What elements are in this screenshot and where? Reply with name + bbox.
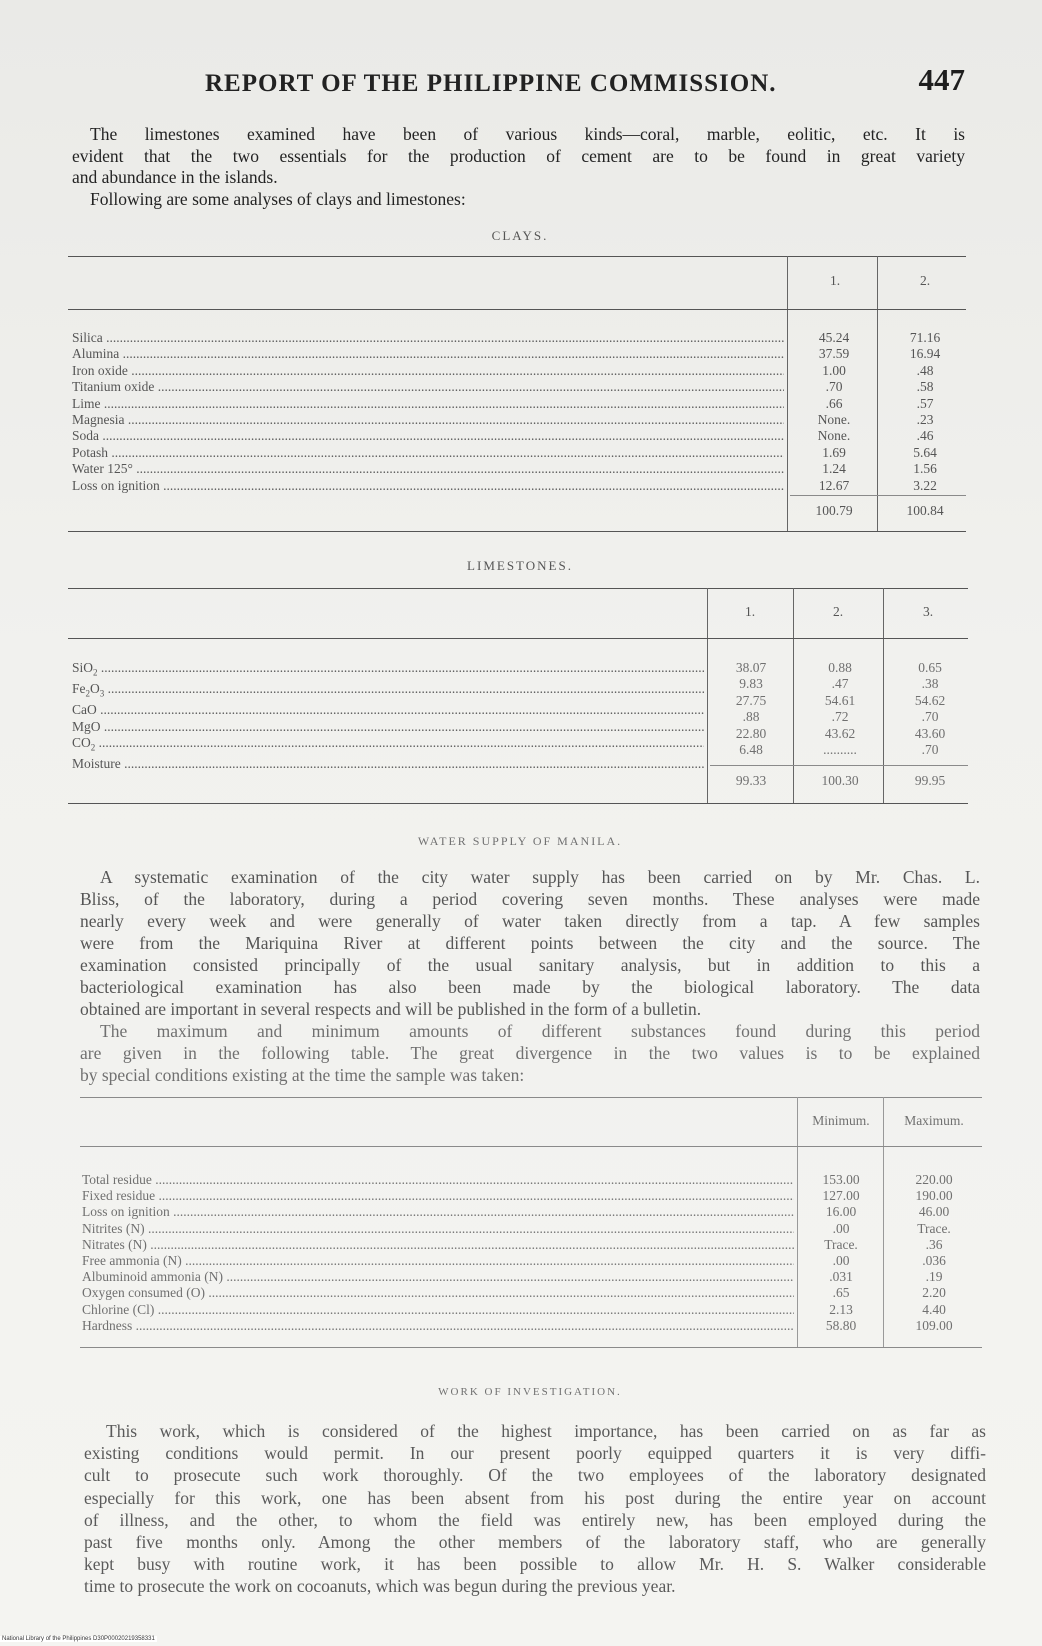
clays-values-col-2	[885, 330, 965, 494]
clays-row-label: Potash .....	[72, 445, 784, 461]
limestones-value: 43.62	[824, 725, 856, 741]
clays-value: .46	[916, 428, 934, 444]
clays-divider-2	[877, 256, 878, 531]
page-header	[205, 62, 965, 102]
clays-total-2: 100.84	[906, 503, 944, 518]
clays-value: 16.94	[909, 346, 941, 362]
water-col-min: Minimum.	[812, 1113, 870, 1128]
clays-value: 1.56	[913, 461, 937, 477]
limestones-value: .47	[831, 676, 849, 692]
water-table-bottom-rule	[80, 1347, 982, 1348]
water-row-label: Total residue .....	[82, 1172, 794, 1188]
clays-row-label: Lime .....	[72, 396, 784, 412]
limestones-col-1: 1.	[744, 604, 756, 619]
limestones-labels	[72, 660, 704, 773]
limestones-col-2: 2.	[832, 604, 844, 619]
clays-row-label: Iron oxide .....	[72, 363, 784, 379]
investigation-line: of illness, and the other, to whom the field was entirely new, has been employed during the	[84, 1509, 986, 1530]
limestones-divider-1	[707, 588, 708, 803]
water-min-value: .00	[832, 1220, 850, 1236]
water-row-label: Oxygen consumed (O) .....	[82, 1285, 794, 1301]
limestones-header-rule	[68, 638, 968, 639]
limestones-row-label	[72, 660, 704, 681]
limestones-value: 9.83	[739, 676, 763, 692]
water-max-value: 220.00	[915, 1172, 953, 1187]
water-line: are given in the following table. The great divergence in the two values is to be explained	[80, 1043, 980, 1063]
limestones-total-3: 99.95	[914, 773, 946, 788]
water-line: were from the Mariquina River at different points between the city and the source. The	[80, 933, 980, 953]
limestones-top-rule	[68, 588, 968, 589]
investigation-paragraph	[84, 1420, 986, 1598]
page-number: 447	[918, 62, 965, 97]
investigation-line: cult to prosecute such work thoroughly. Of the two employees of the laboratory designated	[84, 1465, 986, 1486]
investigation-line: past five months only. Among the other members of the laboratory staff, who are generally	[84, 1532, 986, 1553]
limestones-row-label: CaO .....	[72, 702, 704, 718]
intro-line: evident that the two essentials for the production of cement are to be found in great variety	[72, 145, 965, 166]
clays-divider-1	[787, 256, 788, 531]
limestones-sum-rule	[710, 765, 968, 766]
clays-col-1: 1.	[829, 273, 841, 288]
limestones-bottom-rule	[68, 803, 968, 804]
investigation-line: existing conditions would permit. In our present poorly equipped quarters it is very diffi-	[84, 1443, 986, 1464]
clays-caption: CLAYS.	[491, 228, 549, 243]
limestones-row-label	[72, 681, 704, 702]
limestones-value: .70	[921, 742, 939, 758]
clays-row-label: Alumina .....	[72, 346, 784, 362]
water-line: bacteriological examination has also been made by the biological laboratory. The data	[80, 977, 980, 997]
investigation-line: especially for this work, one has been absent from his post during the entire year on account	[84, 1487, 986, 1508]
investigation-line: This work, which is considered of the highest importance, has been carried on as far as	[106, 1421, 986, 1441]
limestones-value: 6.48	[739, 742, 763, 758]
water-min-value: 153.00	[822, 1172, 860, 1187]
water-row-label: Nitrates (N) .....	[82, 1237, 794, 1253]
limestones-value: 0.65	[918, 660, 942, 675]
clays-row-label: Loss on ignition .....	[72, 478, 784, 494]
clays-value: 3.22	[913, 477, 937, 493]
water-line: Bliss, of the laboratory, during a period covering seven months. These analyses were made	[80, 889, 980, 909]
formula-text: SiO	[72, 660, 94, 675]
water-max-value: 46.00	[918, 1204, 950, 1220]
clays-row-label: Water 125° .....	[72, 461, 784, 477]
water-min-value: .00	[832, 1253, 850, 1269]
limestones-values-col-3	[890, 660, 970, 758]
water-line: examination consisted principally of the usual sanitary analysis, but in addition to this a	[80, 955, 980, 975]
clays-row-label: Soda .....	[72, 428, 784, 444]
limestones-values-col-2	[800, 660, 880, 758]
clays-value: 1.00	[822, 362, 846, 378]
formula-text: Fe	[72, 681, 86, 697]
limestones-value: .38	[921, 676, 939, 692]
water-row-label: Loss on ignition .....	[82, 1204, 794, 1220]
intro-line: and abundance in the islands.	[72, 167, 278, 187]
limestones-values-col-1	[712, 660, 790, 758]
water-min-value: 58.80	[825, 1317, 857, 1333]
limestones-value: 38.07	[735, 660, 767, 675]
clays-header-rule	[68, 309, 966, 310]
formula-subscript: 2	[93, 667, 98, 678]
water-header-rule	[80, 1146, 982, 1147]
limestones-total-2: 100.30	[821, 773, 859, 788]
water-caption: WATER SUPPLY OF MANILA.	[417, 834, 623, 848]
water-values-min	[800, 1172, 882, 1334]
investigation-line: kept busy with routine work, it has been possible to allow Mr. H. S. Walker considerable	[84, 1554, 986, 1575]
water-max-value: 2.20	[922, 1285, 946, 1301]
water-row-label: Hardness .....	[82, 1318, 794, 1334]
water-min-value: .031	[829, 1269, 853, 1285]
clays-value: None.	[817, 412, 851, 428]
clays-value: 12.67	[818, 477, 850, 493]
limestones-value: 54.61	[824, 692, 856, 708]
water-divider-1	[797, 1097, 798, 1347]
water-max-value: Trace.	[917, 1220, 951, 1236]
water-row-label: Nitrites (N) .....	[82, 1221, 794, 1237]
limestones-divider-2	[793, 588, 794, 803]
water-max-value: .036	[922, 1253, 946, 1269]
water-max-value: .19	[925, 1269, 943, 1285]
water-col-max: Maximum.	[904, 1113, 964, 1128]
clays-value: None.	[817, 428, 851, 444]
formula-text: CO	[72, 735, 91, 750]
clays-labels	[72, 330, 784, 494]
clays-bottom-rule	[68, 531, 966, 532]
limestones-value: .88	[742, 709, 760, 725]
clays-value: 5.64	[913, 444, 937, 460]
water-table-top-rule	[80, 1097, 982, 1098]
intro-following: Following are some analyses of clays and limestones:	[90, 188, 466, 209]
clays-value: .48	[916, 362, 934, 378]
water-min-value: .65	[832, 1285, 850, 1301]
water-line: nearly every week and were generally of water taken directly from a tap. A few samples	[80, 911, 980, 931]
limestones-value: 54.62	[914, 692, 946, 708]
clays-top-rule	[68, 256, 966, 257]
formula-subscript: 2	[85, 688, 90, 699]
clays-value: 37.59	[818, 346, 850, 362]
formula-subscript: 2	[90, 742, 96, 753]
clays-col-2: 2.	[919, 273, 931, 288]
limestones-value: 43.60	[914, 725, 946, 741]
limestones-col-3: 3.	[922, 604, 934, 619]
clays-value: 71.16	[909, 330, 941, 345]
limestones-total-1: 99.33	[735, 773, 767, 788]
water-line: The maximum and minimum amounts of different substances found during this period	[100, 1021, 980, 1041]
clays-row-label: Magnesia .....	[72, 412, 784, 428]
clays-sum-rule	[790, 495, 966, 496]
intro-paragraph	[72, 124, 965, 210]
clays-value: 1.24	[822, 461, 846, 477]
water-max-value: .36	[925, 1236, 943, 1252]
water-values-max	[886, 1172, 982, 1334]
water-max-value: 190.00	[915, 1188, 953, 1204]
water-row-label: Albuminoid ammonia (N) .....	[82, 1269, 794, 1285]
water-line: obtained are important in several respects and will be published in the form of a bulletin.	[80, 999, 702, 1019]
investigation-caption: WORK OF INVESTIGATION.	[438, 1386, 622, 1398]
limestones-row-label: MgO .....	[72, 719, 704, 735]
water-paragraph-1	[80, 866, 980, 1020]
water-max-value: 4.40	[922, 1301, 946, 1317]
formula-text: O	[90, 681, 100, 697]
limestones-value: ..........	[823, 742, 857, 758]
clays-values-col-1	[795, 330, 873, 494]
clays-value: 1.69	[822, 444, 846, 460]
water-min-value: 127.00	[822, 1188, 860, 1204]
clays-value: .23	[916, 412, 934, 428]
limestones-value: 0.88	[828, 660, 852, 675]
formula-subscript: 3	[99, 688, 105, 699]
water-row-label: Chlorine (Cl) .....	[82, 1302, 794, 1318]
limestones-row-label	[72, 735, 704, 756]
clays-value: .66	[825, 395, 843, 411]
limestones-value: 27.75	[735, 692, 767, 708]
water-min-value: Trace.	[824, 1236, 858, 1252]
water-row-label: Free ammonia (N) .....	[82, 1253, 794, 1269]
clays-row-label: Titanium oxide .....	[72, 379, 784, 395]
clays-value: .70	[825, 379, 843, 395]
limestones-divider-3	[883, 588, 884, 803]
library-footer: National Library of the Philippines D30P00020219358331	[2, 1636, 155, 1642]
limestones-row-label: Moisture .....	[72, 756, 704, 772]
water-paragraph-2	[80, 1020, 980, 1086]
limestones-value: .70	[921, 709, 939, 725]
limestones-caption: LIMESTONES.	[467, 558, 573, 573]
clays-value: 45.24	[818, 330, 850, 345]
water-min-value: 16.00	[825, 1204, 857, 1220]
clays-value: .57	[916, 395, 934, 411]
water-divider-2	[883, 1097, 884, 1347]
limestones-value: 22.80	[735, 725, 767, 741]
clays-total-1: 100.79	[815, 503, 853, 518]
water-line: A systematic examination of the city water supply has been carried on by Mr. Chas. L.	[100, 867, 980, 887]
intro-line: The limestones examined have been of various kinds—coral, marble, eolitic, etc. It is	[90, 124, 965, 144]
water-labels	[82, 1172, 794, 1334]
water-min-value: 2.13	[829, 1301, 853, 1317]
investigation-line: time to prosecute the work on cocoanuts, which was begun during the previous year.	[84, 1576, 676, 1597]
clays-value: .58	[916, 379, 934, 395]
report-title: REPORT OF THE PHILIPPINE COMMISSION.	[205, 70, 777, 97]
clays-row-label: Silica .....	[72, 330, 784, 346]
water-line: by special conditions existing at the time the sample was taken:	[80, 1065, 525, 1085]
water-row-label: Fixed residue .....	[82, 1188, 794, 1204]
water-max-value: 109.00	[915, 1317, 953, 1333]
limestones-value: .72	[831, 709, 849, 725]
